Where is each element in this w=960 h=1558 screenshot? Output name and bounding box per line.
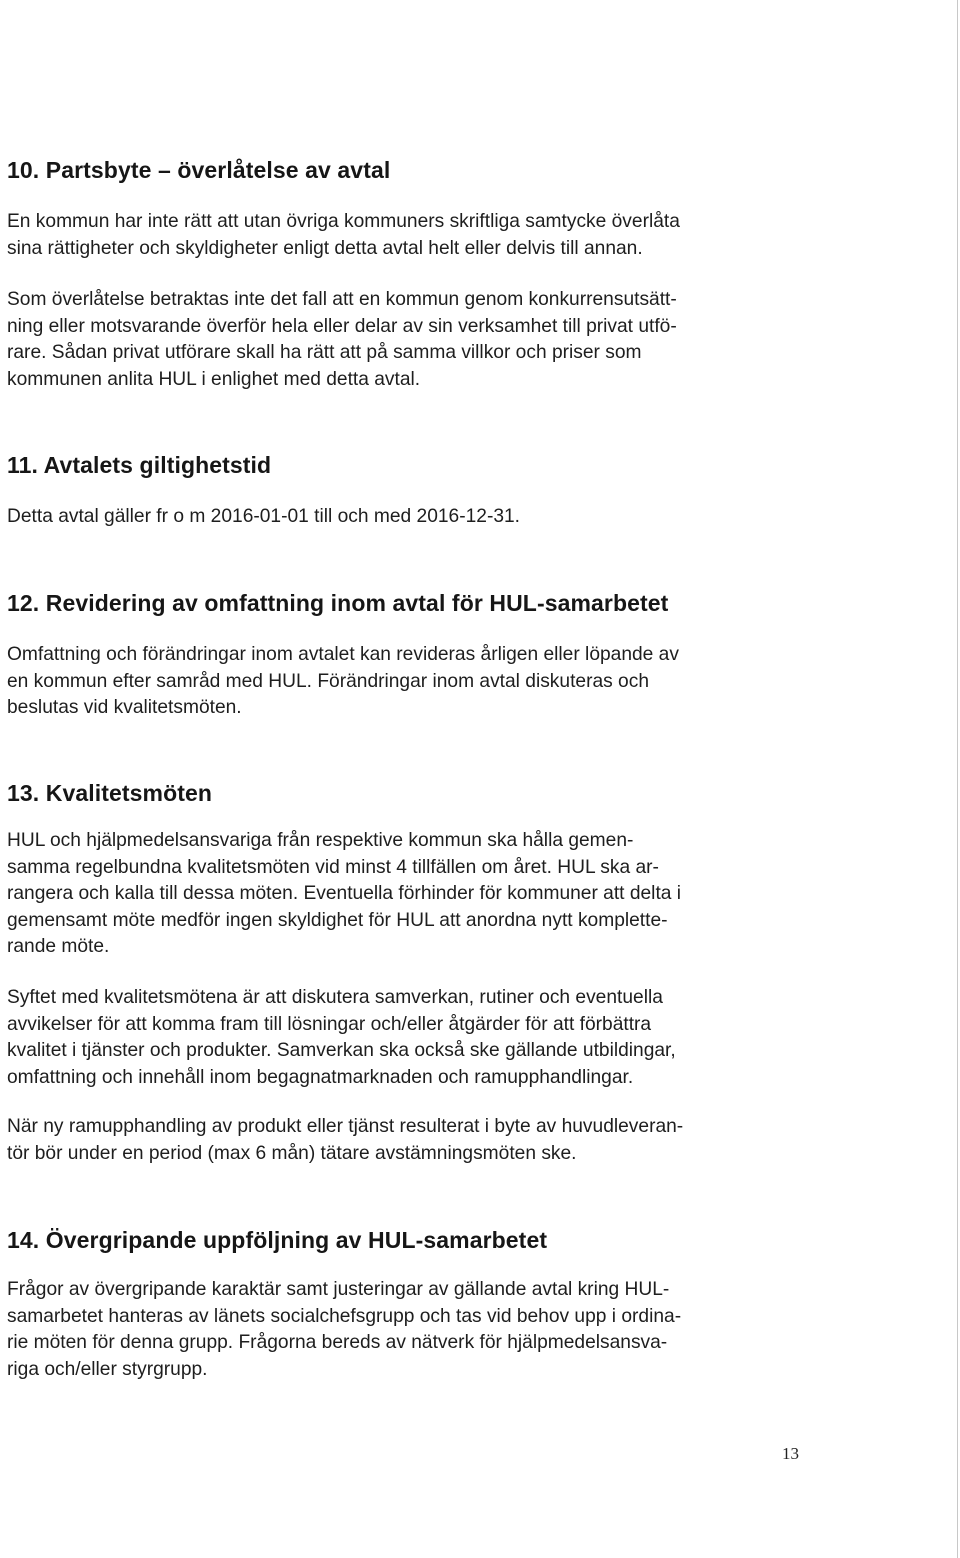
section-13-paragraph-2	[7, 985, 676, 1091]
section-10-paragraph-2	[7, 287, 677, 393]
section-14-heading: 14. Övergripande uppföljning av HUL-samarbetet	[7, 1227, 548, 1253]
text-line: riga och/eller styrgrupp.	[7, 1358, 208, 1380]
text-line: tör bör under en period (max 6 mån) tätare avstämningsmöten ske.	[7, 1142, 577, 1164]
text-line: kvalitet i tjänster och produkter. Samverkan ska också ske gällande utbildingar,	[7, 1040, 676, 1061]
section-12-heading: 12. Revidering av omfattning inom avtal för HUL-samarbetet	[7, 590, 669, 616]
text-line: samma regelbundna kvalitetsmöten vid minst 4 tillfällen om året. HUL ska ar-	[7, 856, 659, 878]
section-13-paragraph-1	[7, 828, 681, 961]
text-line: omfattning och innehåll inom begagnatmarknaden och ramupphandlingar.	[7, 1066, 634, 1088]
text-line: rare. Sådan privat utförare skall ha rätt att på samma villkor och priser som	[7, 342, 642, 363]
text-line: beslutas vid kvalitetsmöten.	[7, 697, 242, 718]
text-line: ning eller motsvarande överför hela eller delar av sin verksamhet till privat utfö-	[7, 315, 677, 337]
page-edge-line	[957, 0, 958, 1558]
section-13-heading: 13. Kvalitetsmöten	[7, 780, 213, 806]
text-line: en kommun efter samråd med HUL. Förändringar inom avtal diskuteras och	[7, 670, 649, 692]
text-line: gemensamt möte medför ingen skyldighet för HUL att anordna nytt komplette-	[7, 909, 668, 931]
section-10-paragraph-1	[7, 209, 680, 262]
text-line: Omfattning och förändringar inom avtalet kan revideras årligen eller löpande av	[7, 644, 679, 665]
text-line: Detta avtal gäller fr o m 2016-01-01 till och med 2016-12-31.	[7, 506, 521, 527]
text-line: sina rättigheter och skyldigheter enligt detta avtal helt eller delvis till annan.	[7, 237, 643, 259]
page-number: 13	[782, 1444, 799, 1463]
text-line: HUL och hjälpmedelsansvariga från respektive kommun ska hålla gemen-	[7, 830, 634, 851]
text-line: En kommun har inte rätt att utan övriga kommuners skriftliga samtycke överlåta	[7, 211, 680, 232]
text-line: rangera och kalla till dessa möten. Eventuella förhinder för kommuner att delta i	[7, 883, 682, 904]
text-line: rie möten för denna grupp. Frågorna bereds av nätverk för hjälpmedelsansva-	[7, 1332, 668, 1353]
section-13-paragraph-3	[7, 1114, 683, 1167]
text-line: När ny ramupphandling av produkt eller tjänst resulterat i byte av huvudleveran-	[7, 1116, 684, 1137]
text-line: Som överlåtelse betraktas inte det fall att en kommun genom konkurrensutsätt-	[7, 289, 677, 310]
section-14-paragraph-1	[7, 1277, 681, 1383]
text-line: kommunen anlita HUL i enlighet med detta avtal.	[7, 368, 421, 390]
section-12-paragraph-1	[7, 642, 679, 722]
text-line: rande möte.	[7, 936, 110, 957]
section-11-paragraph-1	[7, 504, 520, 531]
text-line: avvikelser för att komma fram till lösningar och/eller åtgärder för att förbättra	[7, 1013, 652, 1035]
text-line: samarbetet hanteras av länets socialchefsgrupp och tas vid behov upp i ordina-	[7, 1305, 682, 1327]
section-11-heading: 11. Avtalets giltighetstid	[7, 452, 272, 478]
text-line: Frågor av övergripande karaktär samt justeringar av gällande avtal kring HUL-	[7, 1279, 670, 1300]
section-10-heading: 10. Partsbyte – överlåtelse av avtal	[7, 157, 391, 183]
text-line: Syftet med kvalitetsmötena är att diskutera samverkan, rutiner och eventuella	[7, 987, 663, 1008]
